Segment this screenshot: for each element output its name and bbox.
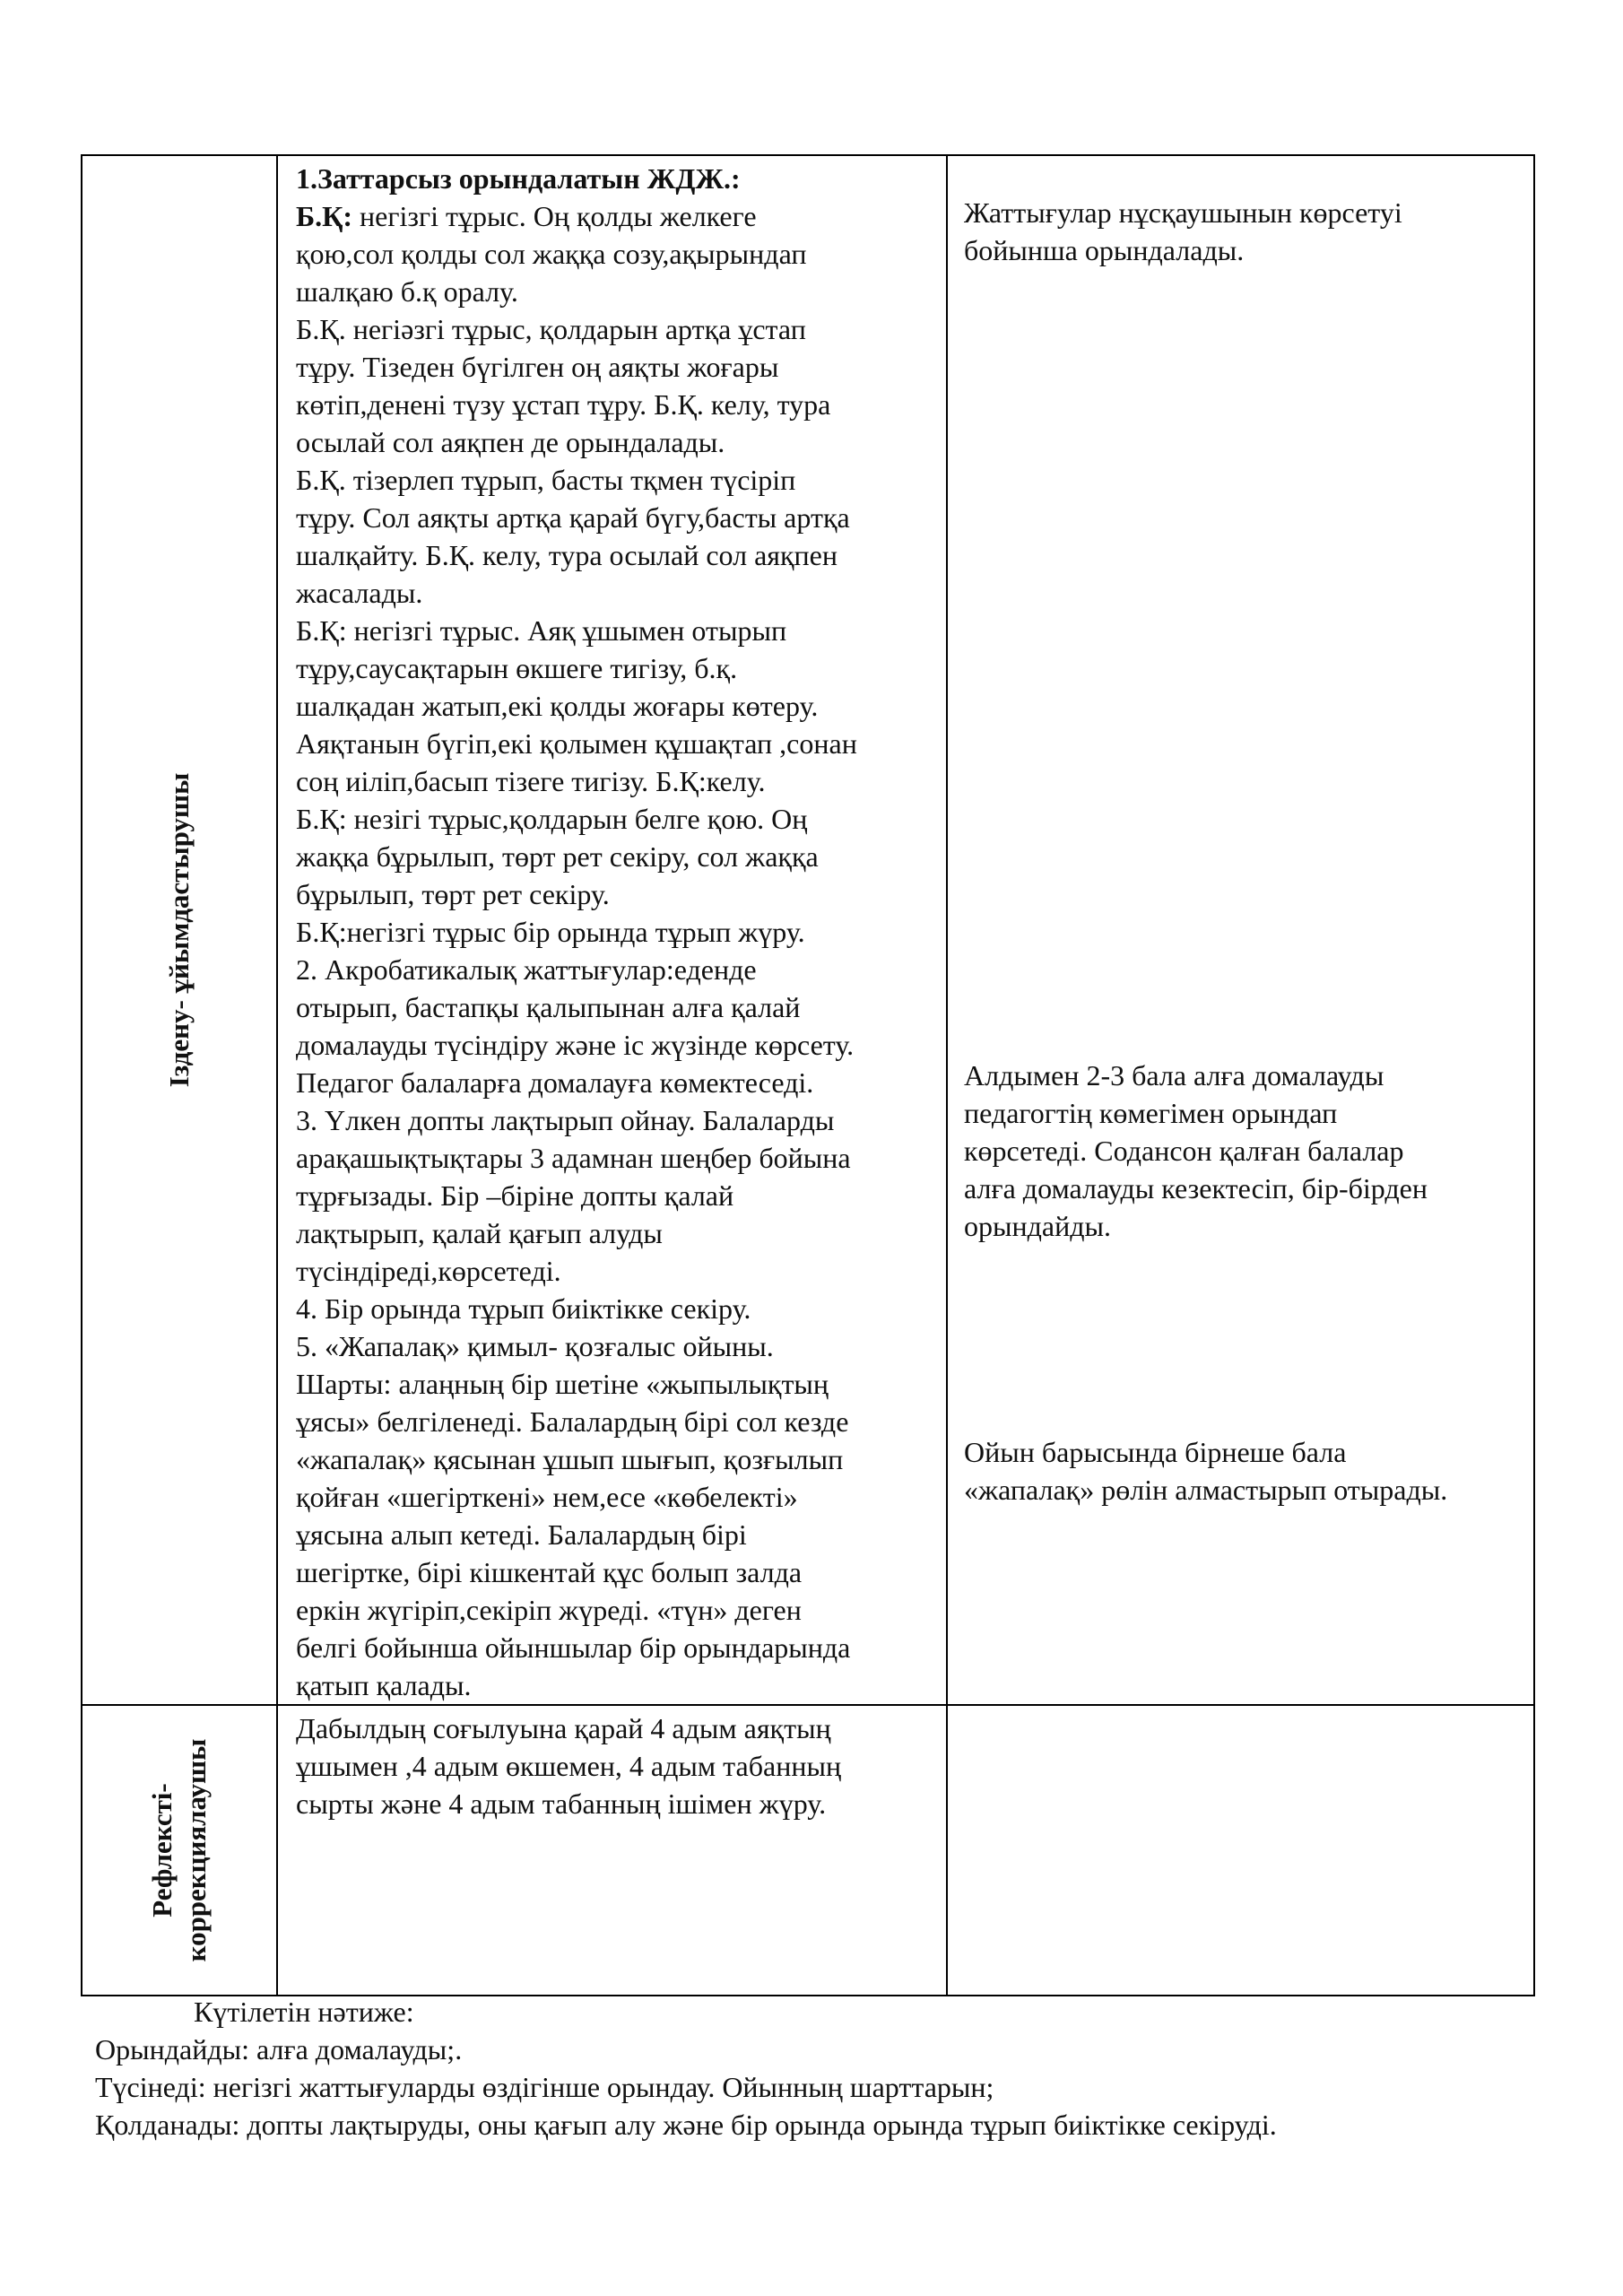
note-block <box>964 1433 1524 1509</box>
text-line: лақтырып, қалай қағып алуды <box>296 1217 663 1249</box>
text-line: ұясы» белгіленеді. Балалардың бірі сол кезде <box>296 1405 849 1438</box>
table-row <box>82 1705 1534 1996</box>
text-line: Аяқтанын бүгіп,екі қолымен құшақтап ,сонан <box>296 727 857 760</box>
lesson-table <box>81 154 1535 1996</box>
text-line: ұшымен ,4 адым өкшемен, 4 адым табанның <box>296 1750 842 1782</box>
text-line: тұрғызады. Бір –біріне допты қалай <box>296 1179 734 1212</box>
results-heading: Күтілетін нәтиже: <box>194 1996 414 2028</box>
text-line: қатып қалады. <box>296 1669 472 1701</box>
text-line: қою,сол қолды сол жаққа созу,ақырындап <box>296 238 807 270</box>
stage-cell <box>82 155 277 1705</box>
exercise-description <box>278 156 946 1704</box>
text-line: Б.Қ. тізерлеп тұрып, басты тқмен түсіріп <box>296 464 796 496</box>
text-line: 2. Акробатикалық жаттығулар:еденде <box>296 953 757 986</box>
text-line: көтіп,денені түзу ұстап тұру. Б.Қ. келу, тура <box>296 388 831 421</box>
text-line: еркін жүгіріп,секіріп жүреді. «түн» деген <box>296 1594 802 1626</box>
note-line: «жапалақ» рөлін алмастырып отырады. <box>964 1474 1448 1506</box>
table-row <box>82 155 1534 1705</box>
exercise-description <box>278 1706 946 1822</box>
note-line: орындайды. <box>964 1210 1112 1242</box>
result-line: Түсінеді: негізгі жаттығуларды өздігінше орындау. Ойынның шарттарын; <box>95 2071 994 2103</box>
text-line: 4. Бір орында тұрып биіктікке секіру. <box>296 1292 751 1325</box>
lead-abbrev: Б.Қ: <box>296 200 353 232</box>
text-line: домалауды түсіндіру және іс жүзінде көрсету. <box>296 1029 855 1061</box>
text-line: Б.Қ. негіәзгі тұрыс, қолдарын артқа ұстап <box>296 313 806 345</box>
text-line: «жапалақ» қясынан ұшып шығып, қозғылып <box>296 1443 844 1475</box>
text-line: тұру. Тізеден бүгілген оң аяқты жоғары <box>296 351 779 383</box>
text-line: осылай сол аяқпен де орындалады. <box>296 426 725 458</box>
text-line: қойған «шегірткені» нем,есе «көбелекті» <box>296 1481 798 1513</box>
stage-label: Рефлексті- коррекциялаушы <box>146 1738 212 1962</box>
text-line: шегіртке, бірі кішкентай құс болып залда <box>296 1556 803 1588</box>
text-line: тұру. Сол аяқты артқа қарай бүгу,басты артқа <box>296 501 850 534</box>
text-line: 3. Үлкен допты лақтырып ойнау. Балаларды <box>296 1104 835 1136</box>
note-line: бойынша орындалады. <box>964 234 1245 266</box>
text-line: Б.Қ: незігі тұрыс,қолдарын белге қою. Оң <box>296 803 808 835</box>
section-heading: 1.Заттарсыз орындалатын ЖДЖ.: <box>296 162 741 195</box>
note-line: Алдымен 2-3 бала алға домалауды <box>964 1059 1384 1091</box>
note-line: педагогтің көмегімен орындап <box>964 1097 1338 1129</box>
text-line: белгі бойынша ойыншылар бір орындарында <box>296 1631 851 1664</box>
text-line: шалқаю б.қ оралу. <box>296 275 518 308</box>
text-line: сырты және 4 адым табанның ішімен жүру. <box>296 1787 827 1820</box>
result-line: Қолданады: допты лақтыруды, оны қағып алу және бір орында орында тұрып биіктікке секіруді. <box>95 2109 1277 2141</box>
stage-cell <box>82 1705 277 1996</box>
expected-results <box>95 1993 1575 2144</box>
text-line: Шарты: алаңның бір шетіне «жыпылықтың <box>296 1368 829 1400</box>
text-line: арақашықтықтары 3 адамнан шеңбер бойына <box>296 1142 851 1174</box>
text-line: тұру,саусақтарын өкшеге тигізу, б.қ. <box>296 652 738 684</box>
text-line: Дабылдың соғылуына қарай 4 адым аяқтың <box>296 1712 831 1744</box>
text-line: жаққа бұрылып, төрт рет секіру, сол жаққа <box>296 840 819 873</box>
text-line: 5. «Жапалақ» қимыл- қозғалыс ойыны. <box>296 1330 774 1362</box>
text-line: жасалады. <box>296 577 423 609</box>
text-line: бұрылып, төрт рет секіру. <box>296 878 610 910</box>
text-line: шалқайту. Б.Қ. келу, тура осылай сол аяқпен <box>296 539 838 571</box>
notes-cell <box>947 155 1534 1705</box>
note-line: Жаттығулар нұсқаушынын көрсетуі <box>964 196 1402 229</box>
text-line: түсіндіреді,көрсетеді. <box>296 1255 561 1287</box>
text-line: Б.Қ:негізгі тұрыс бір орында тұрып жүру. <box>296 916 805 948</box>
note-block <box>964 194 1524 269</box>
notes-cell <box>947 1705 1534 1996</box>
content-cell <box>277 1705 947 1996</box>
text-line: соң иіліп,басып тізеге тигізу. Б.Қ:келу. <box>296 765 766 797</box>
content-cell <box>277 155 947 1705</box>
text-line: Педагог балаларға домалауға көмектеседі. <box>296 1066 814 1099</box>
note-block <box>964 1057 1524 1245</box>
text-line: отырып, бастапқы қалыпынан алға қалай <box>296 991 801 1023</box>
note-line: көрсетеді. Содансон қалған балалар <box>964 1135 1404 1167</box>
note-line: Ойын барысында бірнеше бала <box>964 1436 1347 1468</box>
text-line: Б.Қ: негізгі тұрыс. Оң қолды желкеге <box>296 200 757 232</box>
text-line: Б.Қ: негізгі тұрыс. Аяқ ұшымен отырып <box>296 614 787 647</box>
text-line: шалқадан жатып,екі қолды жоғары көтеру. <box>296 690 819 722</box>
result-line: Орындайды: алға домалауды;. <box>95 2033 463 2066</box>
stage-label: Іздену- ұйымдастырушы <box>163 772 195 1088</box>
text-line: ұясына алып кетеді. Балалардың бірі <box>296 1518 747 1551</box>
note-line: алға домалауды кезектесіп, бір-бірден <box>964 1172 1428 1205</box>
